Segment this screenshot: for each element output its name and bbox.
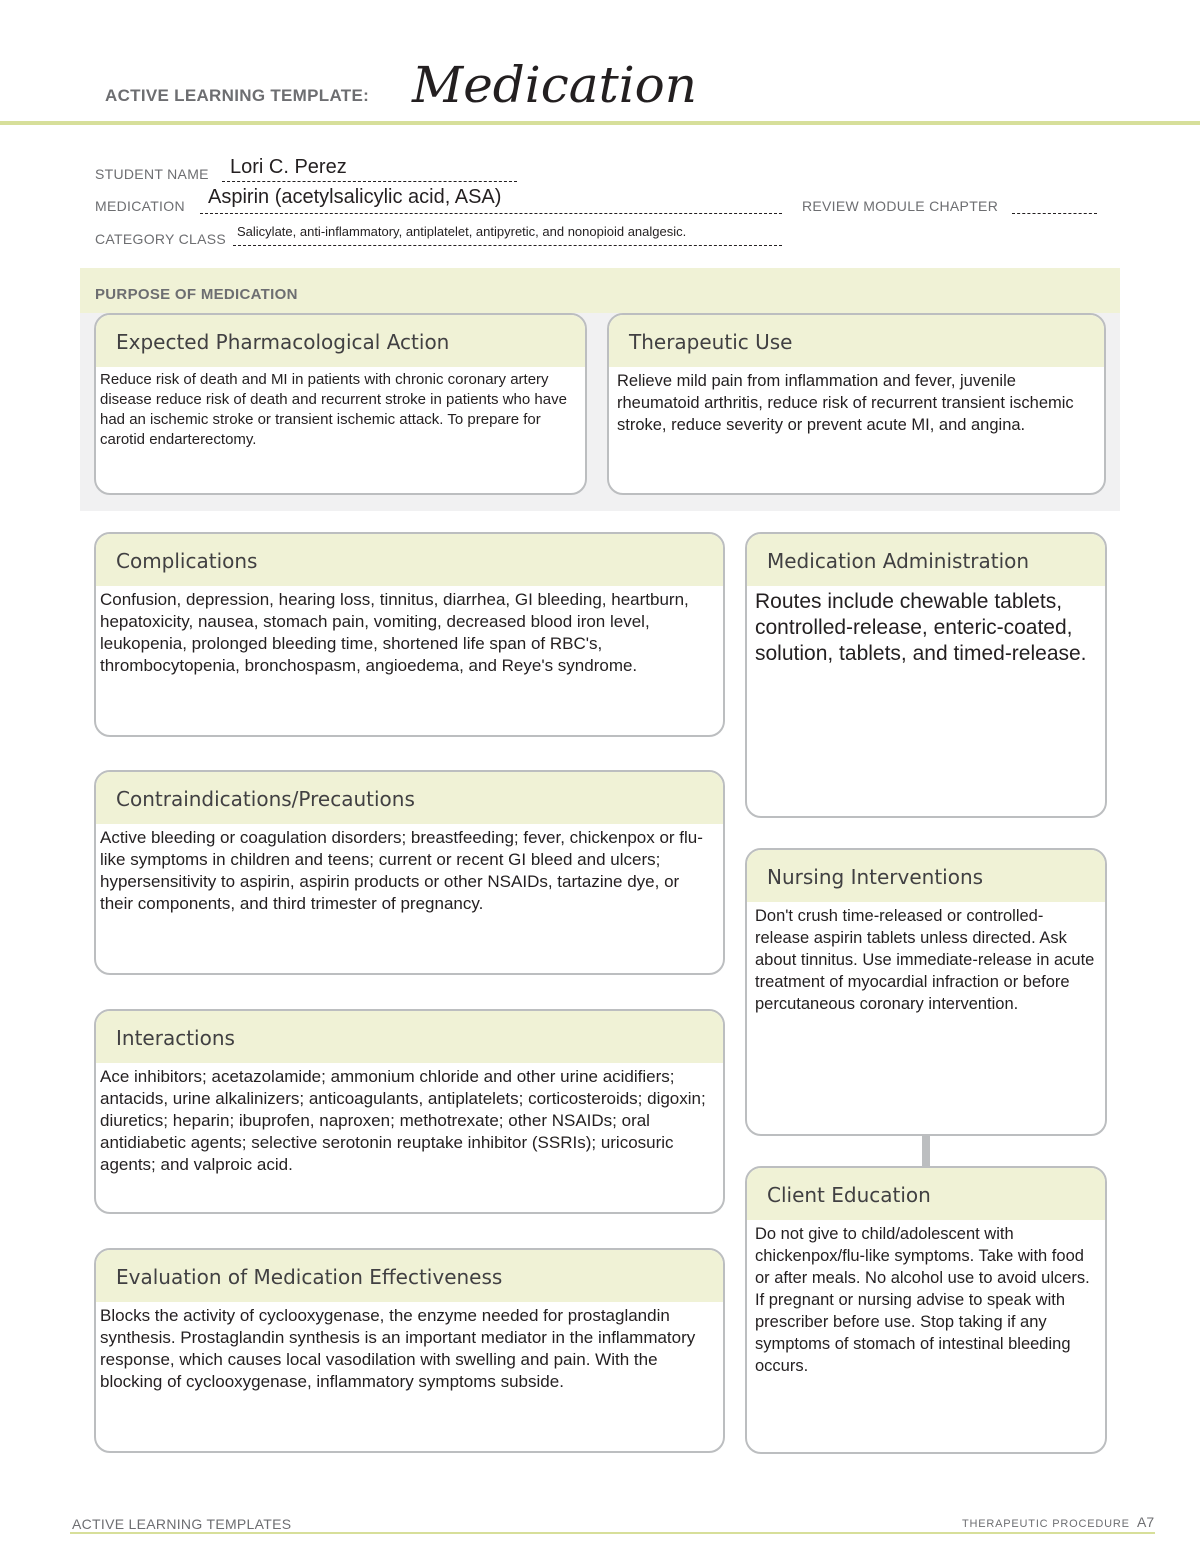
review-module-line — [1012, 213, 1097, 214]
complications-title: Complications — [96, 534, 723, 586]
client-education-text[interactable]: Do not give to child/adolescent with chickenpox/flu-like symptoms. Take with food or after meals. No alcohol use to avoid ulcers. If pregnant or nursing advise to speak with prescriber before use. Stop taking if any symptoms of stomach of intestinal bleeding occurs. — [755, 1225, 1090, 1375]
category-class-field[interactable]: Salicylate, anti-inflammatory, antiplatelet, antipyretic, and nonopioid analgesic. — [237, 224, 687, 239]
contraindications-title: Contraindications/Precautions — [96, 772, 723, 824]
medication-label: MEDICATION — [95, 198, 185, 214]
administration-title: Medication Administration — [747, 534, 1105, 586]
medication-line — [200, 213, 782, 214]
footer-left-label: ACTIVE LEARNING TEMPLATES — [72, 1516, 292, 1532]
therapeutic-use-title: Therapeutic Use — [609, 315, 1104, 367]
therapeutic-use-text[interactable]: Relieve mild pain from inflammation and fever, juvenile rheumatoid arthritis, reduce risk of recurrent transient ischemic stroke, reduce severity or prevent acute MI, and angina. — [617, 372, 1074, 434]
student-name-line — [222, 181, 517, 182]
client-education-card — [745, 1166, 1107, 1454]
page-number: A7 — [1137, 1514, 1155, 1530]
evaluation-card — [94, 1248, 725, 1453]
contraindications-text[interactable]: Active bleeding or coagulation disorders; breastfeeding; fever, chickenpox or flu-like symptoms in children and teens; current or recent GI bleed and ulcers; hypersensitivity to aspirin, aspirin products or other NSAIDs, tartazine dye, or their components, and third trimester of pregnancy. — [100, 828, 703, 913]
expected-action-title: Expected Pharmacological Action — [96, 315, 585, 367]
client-education-title: Client Education — [747, 1168, 1105, 1220]
expected-action-card — [94, 313, 587, 495]
purpose-label: PURPOSE OF MEDICATION — [95, 286, 298, 303]
expected-action-text[interactable]: Reduce risk of death and MI in patients with chronic coronary artery disease reduce risk of death and recurrent stroke in patients who have had an ischemic stroke or transient ischemic attack. To prepare for carotid endarterectomy. — [100, 371, 567, 448]
administration-text[interactable]: Routes include chewable tablets, controlled-release, enteric-coated, solution, tablets, and timed-release. — [755, 590, 1087, 665]
review-module-label: REVIEW MODULE CHAPTER — [802, 198, 999, 214]
student-name-field[interactable]: Lori C. Perez — [230, 156, 347, 178]
footer-divider — [70, 1532, 1155, 1534]
page-title: Medication — [412, 56, 697, 114]
interactions-title: Interactions — [96, 1011, 723, 1063]
template-label: ACTIVE LEARNING TEMPLATE: — [105, 86, 370, 105]
medication-field[interactable]: Aspirin (acetylsalicylic acid, ASA) — [208, 186, 502, 208]
nursing-interventions-text[interactable]: Don't crush time-released or controlled-release aspirin tablets unless directed. Ask about tinnitus. Use immediate-release in acute treatment of myocardial infraction or before percutaneous coronary intervention. — [755, 907, 1095, 1013]
footer-right-label: THERAPEUTIC PROCEDURE — [962, 1518, 1130, 1530]
category-class-line — [233, 245, 782, 246]
card-connector — [922, 1134, 930, 1166]
interactions-card — [94, 1009, 725, 1214]
complications-text[interactable]: Confusion, depression, hearing loss, tinnitus, diarrhea, GI bleeding, heartburn, hepatoxicity, nausea, stomach pain, vomiting, decreased blood iron level, leukopenia, prolonged bleeding time, shortened life span of RBC's, thrombocytopenia, bronchospasm, angioedema, and Reye's syndrome. — [100, 590, 689, 675]
administration-card — [745, 532, 1107, 818]
contraindications-card — [94, 770, 725, 975]
student-name-label: STUDENT NAME — [95, 166, 209, 182]
therapeutic-use-card — [607, 313, 1106, 495]
header-divider — [0, 121, 1200, 125]
evaluation-title: Evaluation of Medication Effectiveness — [96, 1250, 723, 1302]
complications-card — [94, 532, 725, 737]
evaluation-text[interactable]: Blocks the activity of cyclooxygenase, the enzyme needed for prostaglandin synthesis. Prostaglandin synthesis is an important mediator in the inflammatory response, which causes local vasodilation with swelling and pain. With the blocking of cyclooxygenase, inflammatory symptoms subside. — [100, 1306, 696, 1391]
nursing-interventions-card — [745, 848, 1107, 1136]
nursing-interventions-title: Nursing Interventions — [747, 850, 1105, 902]
category-class-label: CATEGORY CLASS — [95, 231, 227, 247]
interactions-text[interactable]: Ace inhibitors; acetazolamide; ammonium chloride and other urine acidifiers; antacids, urine alkalinizers; anticoagulants, antiplatelets; corticosteroids; digoxin; diuretics; heparin; ibuprofen, naproxen; methotrexate; other NSAIDs; oral antidiabetic agents; selective serotonin reuptake inhibitor (SSRIs); uricosuric agents; and valproic acid. — [100, 1067, 706, 1174]
